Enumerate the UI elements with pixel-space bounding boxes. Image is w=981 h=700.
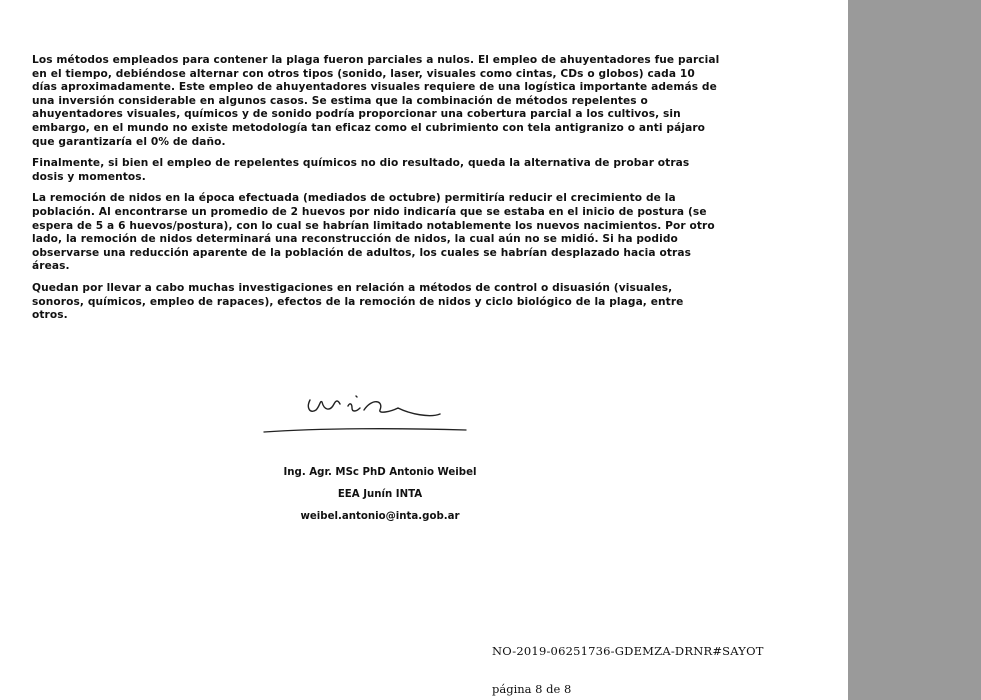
document-body <box>32 54 722 331</box>
paragraph-3: La remoción de nidos en la época efectuada (mediados de octubre) permitiría reducir el crecimiento de la población. Al encontrarse un promedio de 2 huevos por nido indicaría que se estaba en el inicio de postura (se espera de 5 a 6 huevos/postura), con lo cual se habrían limitado notablemente los nuevos nacimientos. Por otro lado, la remoción de nidos determinará una reconstrucción de nidos, la cual aún no se midió. Si ha podido observarse una reducción aparente de la población de adultos, los cuales se habrían desplazado hacia otras áreas. <box>32 192 715 273</box>
document-id: NO-2019-06251736-GDEMZA-DRNR#SAYOT <box>492 644 764 658</box>
signature-block <box>200 466 560 532</box>
paragraph-1: Los métodos empleados para contener la plaga fueron parciales a nulos. El empleo de ahuyentadores fue parcial en el tiempo, debiéndose alternar con otros tipos (sonido, laser, visuales como cintas, CDs o globos) cada 10 días aproximadamente. Este empleo de ahuyentadores visuales requiere de una logística importante además de una inversión considerable en algunos casos. Se estima que la combinación de métodos repelentes o ahuyentadores visuales, químicos y de sonido podría proporcionar una cobertura parcial a los cultivos, sin embargo, en el mundo no existe metodología tan eficaz como el cubrimiento con tela antigranizo o anti pájaro que garantizaría el 0% de daño. <box>32 54 720 148</box>
paragraph-2: Finalmente, si bien el empleo de repelentes químicos no dio resultado, queda la alternativa de probar otras dosis y momentos. <box>32 157 690 183</box>
signer-name: Ing. Agr. MSc PhD Antonio Weibel <box>283 467 477 478</box>
paragraph-4: Quedan por llevar a cabo muchas investigaciones en relación a métodos de control o disuasión (visuales, sonoros, químicos, empleo de rapaces), efectos de la remoción de nidos y ciclo biológico de la plaga, entre otros. <box>32 281 684 322</box>
handwritten-signature <box>260 388 470 438</box>
viewer-gutter <box>848 0 981 700</box>
signer-institution: EEA Junín INTA <box>337 489 423 500</box>
page-number: página 8 de 8 <box>492 682 572 696</box>
signer-email: weibel.antonio@inta.gob.ar <box>300 511 460 522</box>
